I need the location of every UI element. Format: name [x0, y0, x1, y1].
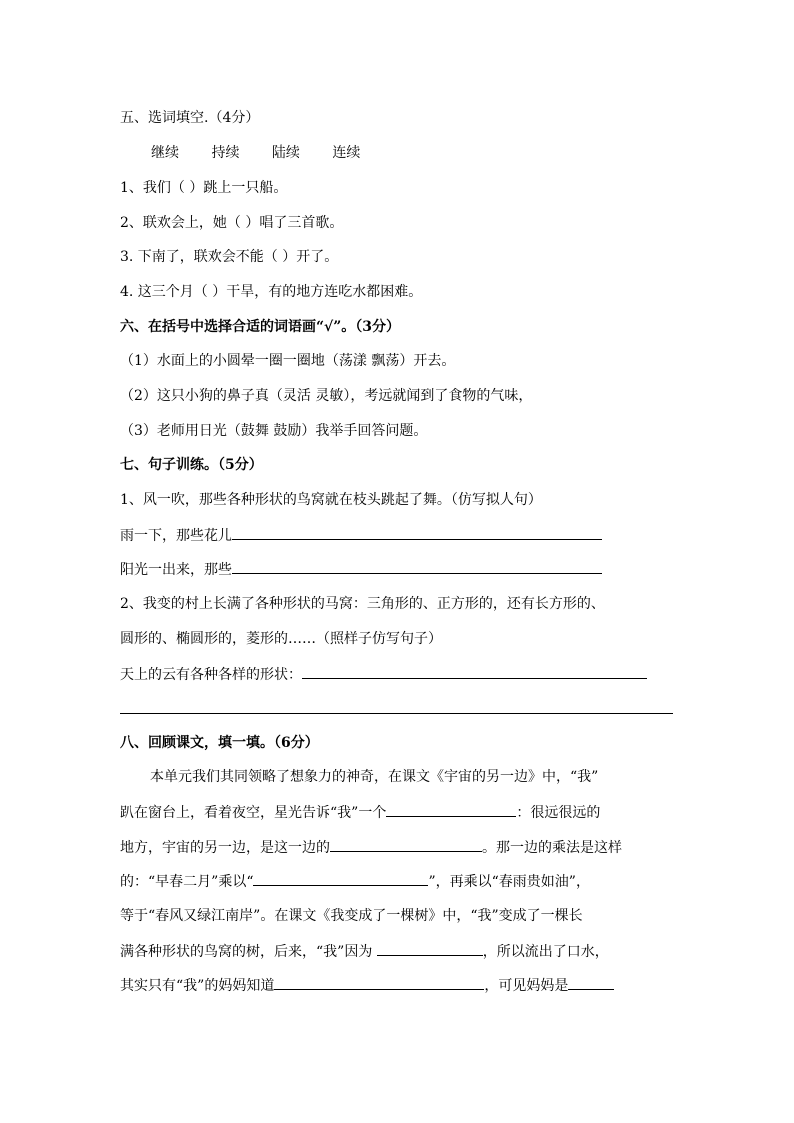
fill-blank[interactable] [253, 872, 428, 886]
paragraph-line-4 [120, 872, 590, 891]
answer-line-3 [120, 665, 647, 684]
word-choice: 继续 [151, 145, 179, 161]
answer-rule[interactable] [120, 713, 673, 714]
answer-line-2 [120, 560, 602, 579]
text-segment: 的：“早春二月”乘以“ [120, 874, 254, 890]
word-choice: 连续 [332, 145, 361, 161]
fill-blank[interactable] [568, 976, 614, 990]
question-5-1: 1、我们（ ）跳上一只船。 [120, 180, 288, 196]
question-6-1: （1）水面上的小圆晕一圈一圈地（荡漾 飘荡）开去。 [120, 353, 456, 369]
text-segment: 趴在窗台上，看着夜空，星光告诉“我”一个 [120, 805, 387, 821]
section-6-title: 六、在括号中选择合适的词语画“√”。（3分） [120, 319, 401, 335]
text-segment: 其实只有“我”的妈妈知道 [120, 978, 275, 994]
answer-line-1 [120, 526, 602, 545]
section-7-title: 七、句子训练。（5分） [120, 457, 263, 473]
fill-blank[interactable] [330, 838, 482, 852]
fill-blank[interactable] [377, 942, 483, 956]
paragraph-line-3 [120, 838, 622, 857]
fill-blank[interactable] [274, 976, 484, 990]
paragraph-line-1: 本单元我们其同领略了想象力的神奇，在课文《宇宙的另一边》中，“我” [150, 769, 599, 785]
section-5-title: 五、选词填空.（4分） [120, 110, 260, 126]
answer-prompt: 雨一下，那些花儿 [120, 528, 232, 544]
question-5-2: 2、联欢会上，她（ ）唱了三首歌。 [120, 215, 344, 231]
text-segment: ，可见妈妈是 [484, 978, 569, 994]
text-segment: ，所以流出了口水， [482, 944, 609, 960]
answer-prompt: 天上的云有各种各样的形状： [120, 667, 302, 683]
answer-blank[interactable] [232, 560, 602, 574]
question-7-2b: 圆形的、椭圆形的，菱形的……（照样子仿写句子） [120, 631, 442, 647]
text-segment: 。那一边的乘法是这样 [482, 840, 622, 856]
question-7-2a: 2、我变的村上长满了各种形状的马窝：三角形的、正方形的，还有长方形的、 [120, 596, 605, 612]
fill-blank[interactable] [386, 803, 516, 817]
answer-prompt: 阳光一出来，那些 [120, 562, 232, 578]
text-segment: 地方，宇宙的另一边，是这一边的 [120, 840, 330, 856]
paragraph-line-2 [120, 803, 600, 822]
question-7-1: 1、风一吹，那些各种形状的鸟窝就在枝头跳起了舞。（仿写拟人句） [120, 492, 542, 508]
answer-blank[interactable] [302, 665, 647, 679]
text-segment: ”，再乘以“春雨贵如油”， [428, 874, 590, 890]
text-segment: ：很远很远的 [516, 805, 601, 821]
question-6-2: （2）这只小狗的鼻子真（灵活 灵敏），考远就闻到了食物的气味， [120, 388, 533, 404]
word-choice: 持续 [211, 145, 240, 161]
question-6-3: （3）老师用日光（鼓舞 鼓励）我举手回答问题。 [120, 423, 428, 439]
answer-blank[interactable] [232, 526, 602, 540]
question-5-3: 3. 下南了，联欢会不能（ ）开了。 [120, 249, 339, 265]
section-8-title: 八、回顾课文，填一填。（6分） [120, 735, 319, 751]
question-5-4: 4. 这三个月（ ）干旱，有的地方连吃水都困难。 [120, 284, 423, 300]
paragraph-line-5: 等于“春风又绿江南岸”。在课文《我变成了一棵树》中，“我”变成了一棵长 [120, 908, 583, 924]
word-choices [151, 144, 388, 162]
word-choice: 陆续 [271, 145, 300, 161]
paragraph-line-7 [120, 976, 614, 995]
paragraph-line-6 [120, 942, 609, 961]
text-segment: 满各种形状的鸟窝的树，后来，“我”因为 [120, 944, 377, 960]
